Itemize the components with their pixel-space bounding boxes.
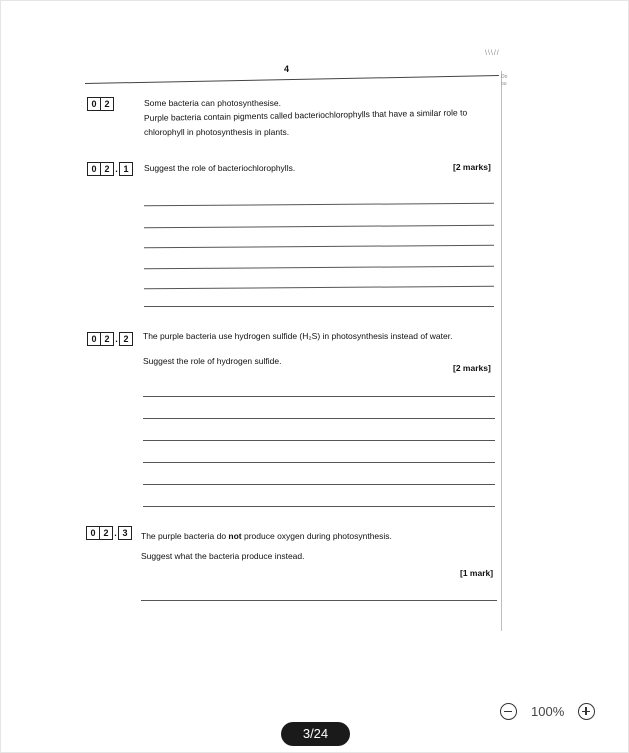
question-context: chlorophyll in photosynthesis in plants.: [144, 127, 290, 137]
margin-note-line: Do: [501, 74, 508, 80]
part-text: Suggest the role of bacteriochlorophylls.: [144, 163, 296, 173]
digit-box: 1: [119, 162, 133, 176]
digit-box: 2: [101, 97, 114, 111]
marks-label: [2 marks]: [453, 363, 491, 373]
answer-line[interactable]: [141, 600, 497, 601]
digit-box: 2: [101, 162, 114, 176]
digit-box: 2: [100, 526, 113, 540]
part-number: 0 2 . 1: [87, 162, 133, 176]
marks-label: [2 marks]: [453, 162, 491, 172]
digit-box: 0: [87, 162, 101, 176]
answer-line[interactable]: [143, 396, 495, 397]
page-edge: [501, 71, 502, 631]
part-number: 0 2 . 3: [86, 526, 132, 540]
answer-line[interactable]: [143, 506, 495, 507]
digit-box: 0: [87, 97, 101, 111]
part-number: 0 2 . 2: [87, 332, 133, 346]
digit-box: 2: [119, 332, 133, 346]
digit-box: 0: [87, 332, 101, 346]
question-intro: Some bacteria can photosynthesise.: [144, 98, 282, 108]
margin-note: [501, 74, 507, 88]
answer-line[interactable]: [143, 484, 495, 485]
part-instruction: Suggest the role of hydrogen sulfide.: [143, 356, 282, 366]
part-text: The purple bacteria use hydrogen sulfide (H₂S) in photosynthesis instead of water.: [143, 331, 453, 341]
emphasis: not: [228, 531, 242, 541]
answer-line[interactable]: [143, 418, 495, 419]
answer-line[interactable]: [143, 440, 495, 441]
question-context: Purple bacteria contain pigments called bacteriochlorophylls that have a similar role to: [143, 107, 468, 123]
part-instruction: Suggest what the bacteria produce instead.: [141, 551, 305, 561]
scan-mark: \\\//: [485, 50, 500, 57]
question-number: [87, 97, 114, 111]
document-page: [77, 59, 508, 633]
page-indicator: 3/24: [281, 722, 350, 746]
digit-box: 2: [101, 332, 114, 346]
zoom-level: 100%: [531, 704, 565, 719]
margin-note-line: ou: [501, 81, 507, 87]
part-text: The purple bacteria do not produce oxygen during photosynthesis.: [141, 531, 392, 541]
digit-box: 0: [86, 526, 100, 540]
answer-line[interactable]: [143, 462, 495, 463]
page-number: 4: [284, 64, 290, 74]
digit-box: 3: [118, 526, 132, 540]
marks-label: [1 mark]: [460, 568, 494, 578]
answer-line[interactable]: [144, 306, 494, 307]
zoom-in-button[interactable]: [578, 703, 595, 720]
zoom-out-button[interactable]: [500, 703, 517, 720]
